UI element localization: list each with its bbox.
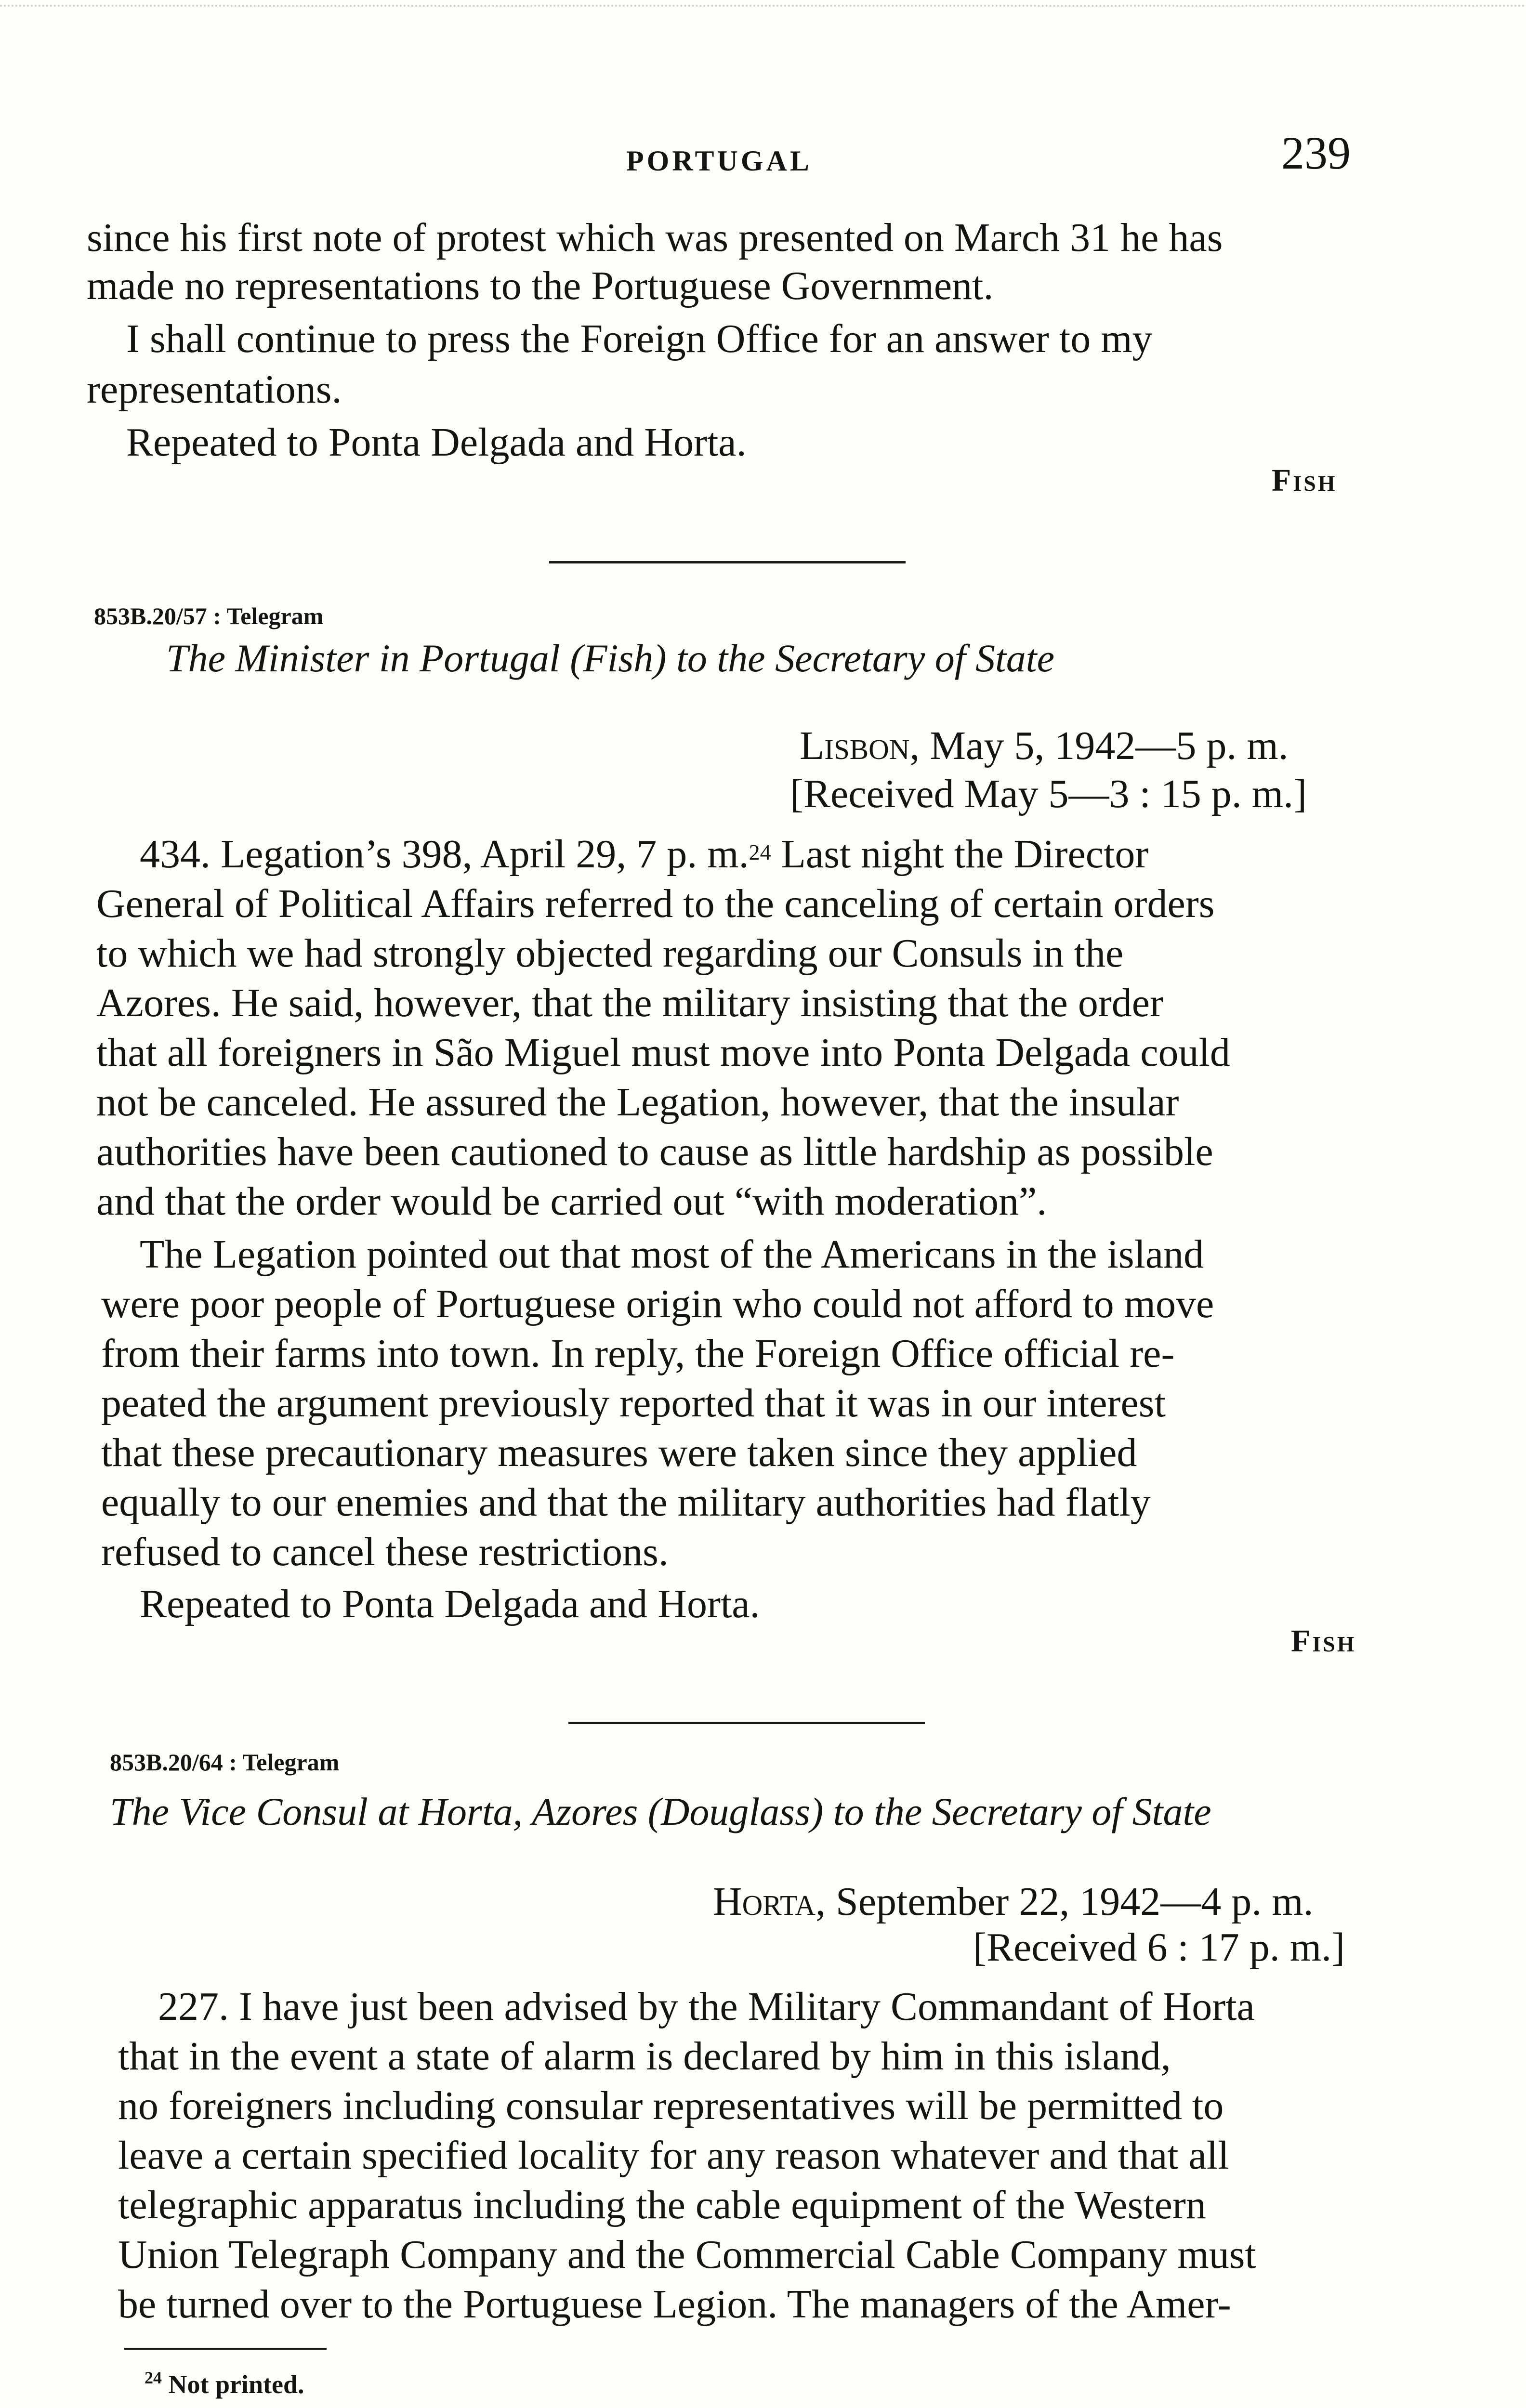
page-number: 239 <box>1281 127 1351 179</box>
paragraph-line: since his first note of protest which was presented on March 31 he has <box>87 215 1223 260</box>
dateline <box>800 722 1289 770</box>
section-divider <box>568 1722 925 1724</box>
paragraph-line: not be canceled. He assured the Legation, however, that the insular <box>96 1080 1179 1125</box>
paragraph-line: equally to our enemies and that the military authorities had flatly <box>101 1480 1151 1525</box>
paragraph-line: be turned over to the Portuguese Legion. The managers of the Amer- <box>118 2282 1231 2327</box>
paragraph-line: refused to cancel these restrictions. <box>101 1530 669 1574</box>
dateline-place: Lisbon <box>800 723 910 768</box>
paragraph-text: 434. Legation’s 398, April 29, 7 p. m. <box>140 832 749 877</box>
footnote-divider <box>124 2348 327 2350</box>
paragraph-line: representations. <box>87 367 342 412</box>
paragraph-line: made no representations to the Portuguese Government. <box>87 263 994 308</box>
footnote-text: Not printed. <box>168 2370 304 2399</box>
paragraph-line: Repeated to Ponta Delgada and Horta. <box>140 1582 760 1626</box>
received-line: [Received May 5—3 : 15 p. m.] <box>790 772 1307 816</box>
paragraph-line: that these precautionary measures were taken since they applied <box>101 1430 1137 1475</box>
paragraph-line: leave a certain specified locality for any reason whatever and that all <box>118 2133 1229 2178</box>
dateline-date: , September 22, 1942—4 p. m. <box>816 1879 1314 1924</box>
dateline <box>713 1878 1314 1925</box>
paragraph-line: to which we had strongly objected regarding our Consuls in the <box>96 931 1124 976</box>
received-line: [Received 6 : 17 p. m.] <box>973 1925 1345 1970</box>
section-divider <box>549 561 906 563</box>
paragraph-line: no foreigners including consular representatives will be permitted to <box>118 2083 1224 2128</box>
footnote-marker: 24 <box>145 2368 162 2387</box>
paragraph-line: Union Telegraph Company and the Commercial Cable Company must <box>118 2232 1256 2277</box>
footnote <box>145 2369 304 2399</box>
paragraph-line: were poor people of Portuguese origin who could not afford to move <box>101 1282 1214 1326</box>
running-head: PORTUGAL <box>626 145 812 177</box>
paragraph-line: telegraphic apparatus including the cable equipment of the Western <box>118 2183 1206 2227</box>
signature: Fish <box>1272 463 1337 498</box>
dateline-date: , May 5, 1942—5 p. m. <box>909 723 1289 768</box>
signature: Fish <box>1291 1623 1356 1659</box>
dateline-place: Horta <box>713 1879 816 1924</box>
paragraph-line: The Legation pointed out that most of the Americans in the island <box>140 1232 1204 1277</box>
paragraph-line: Repeated to Ponta Delgada and Horta. <box>126 420 747 465</box>
paragraph-line: General of Political Affairs referred to the canceling of certain orders <box>96 881 1215 926</box>
document-heading: The Minister in Portugal (Fish) to the Secretary of State <box>166 636 1054 680</box>
paragraph-line: peated the argument previously reported that it was in our interest <box>101 1381 1166 1426</box>
file-reference: 853B.20/64 : Telegram <box>110 1749 340 1776</box>
paragraph-line: that in the event a state of alarm is declared by him in this island, <box>118 2034 1171 2079</box>
paragraph-line: authorities have been cautioned to cause as little hardship as possible <box>96 1129 1213 1174</box>
paragraph-line: Azores. He said, however, that the military insisting that the order <box>96 981 1164 1025</box>
page-top-edge <box>0 0 1526 7</box>
paragraph-line: I shall continue to press the Foreign Office for an answer to my <box>126 316 1153 361</box>
paragraph-line: that all foreigners in São Miguel must move into Ponta Delgada could <box>96 1030 1230 1075</box>
paragraph-line: from their farms into town. In reply, the Foreign Office official re- <box>101 1331 1175 1376</box>
file-reference: 853B.20/57 : Telegram <box>94 602 324 629</box>
paragraph-line: 227. I have just been advised by the Military Commandant of Horta <box>158 1984 1255 2029</box>
footnote-marker: 24 <box>749 840 771 864</box>
paragraph-text: Last night the Director <box>771 832 1149 877</box>
document-heading: The Vice Consul at Horta, Azores (Douglass) to the Secretary of State <box>110 1790 1211 1833</box>
paragraph-line <box>140 831 1148 878</box>
paragraph-line: and that the order would be carried out “with moderation”. <box>96 1179 1047 1224</box>
